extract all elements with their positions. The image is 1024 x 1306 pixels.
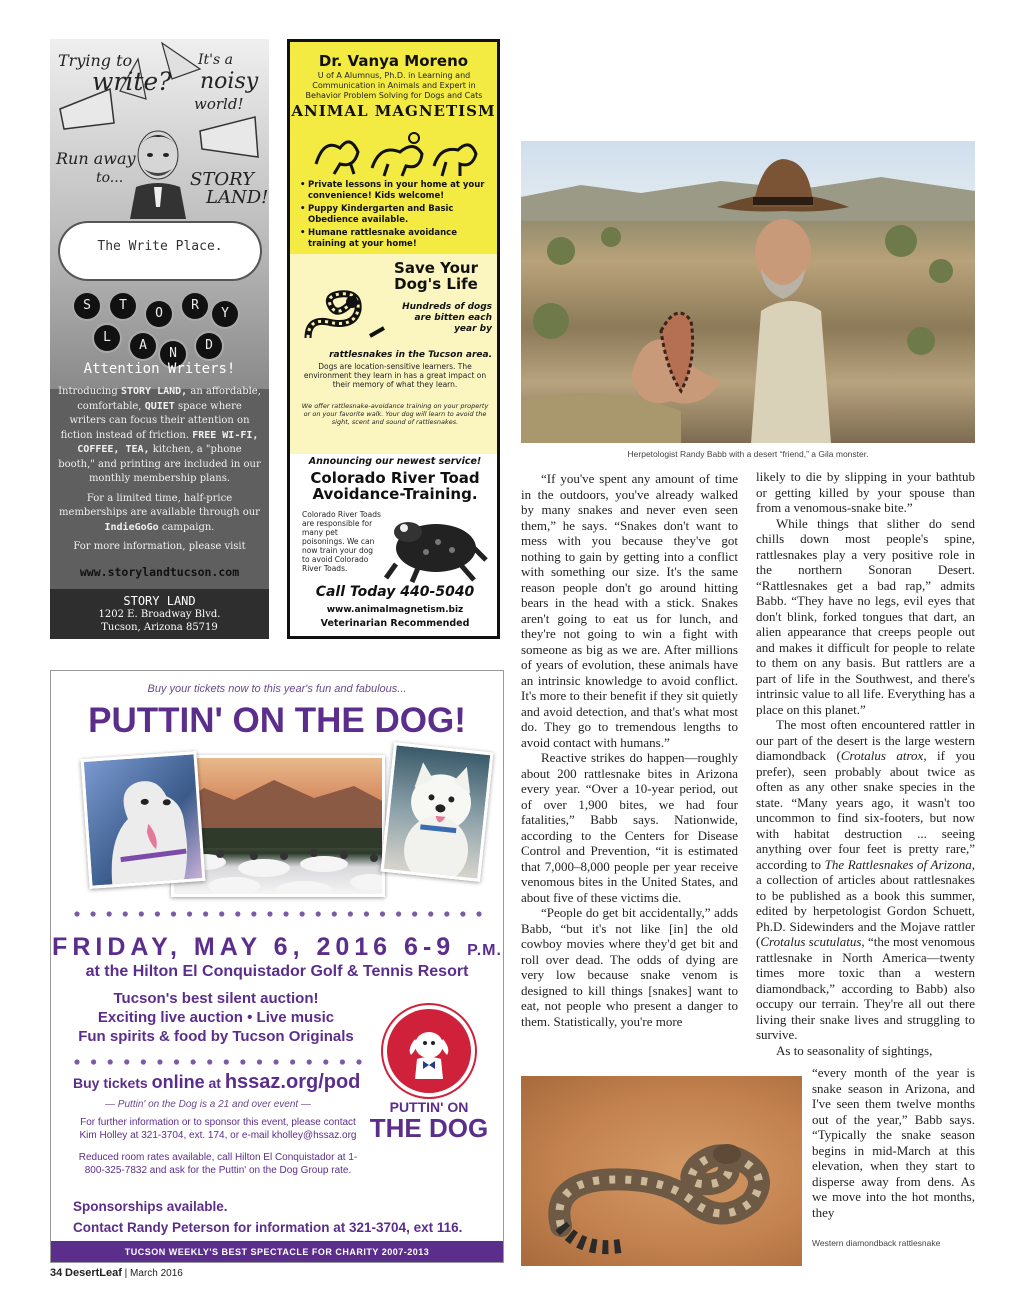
storyland-url[interactable]: www.storylandtucson.com — [79, 565, 240, 579]
dot-divider — [73, 1057, 363, 1067]
save-headline: Save Your Dog's Life — [394, 259, 478, 293]
thought-cloud — [60, 223, 260, 279]
toad-headline: Colorado River Toad Avoidance-Training. — [310, 469, 480, 503]
animal-ad-toad-section — [290, 454, 497, 636]
dot-divider — [73, 909, 483, 919]
divider-dot — [171, 911, 176, 916]
storyland-address-1: 1202 E. Broadway Blvd. — [98, 609, 221, 620]
divider-dot — [157, 1059, 162, 1064]
divider-dot — [257, 1059, 262, 1064]
attention-heading: Attention Writers! — [83, 361, 236, 377]
headline-to: to... — [96, 170, 124, 186]
letter-circle: L — [94, 325, 120, 351]
room-rates: Reduced room rates available, call Hilton El Conquistador at 1-800-325-7832 and ask for the Puttin' on the Dog Group rate. — [78, 1152, 358, 1176]
divider-dot — [444, 911, 449, 916]
dog-logo-text-1: PUTTIN' ON — [389, 1099, 469, 1115]
event-date: FRIDAY, MAY 6, 2016 6-9 P.M. — [52, 933, 502, 961]
charity-banner: TUCSON WEEKLY'S BEST SPECTACLE FOR CHARITY 2007-2013 — [51, 1241, 503, 1263]
divider-dot — [240, 1059, 245, 1064]
divider-dot — [316, 911, 321, 916]
dog-silhouettes-icon — [310, 124, 480, 178]
divider-dot — [273, 1059, 278, 1064]
tucson-area-text: rattlesnakes in the Tucson area. — [329, 350, 492, 360]
divider-dot — [124, 1059, 129, 1064]
divider-dot — [74, 911, 79, 916]
headline-write: write? — [92, 67, 172, 96]
letter-circle: R — [182, 293, 208, 319]
divider-dot — [348, 911, 353, 916]
letter-circle: D — [196, 333, 222, 359]
divider-dot — [174, 1059, 179, 1064]
rattlesnake-photo — [521, 1076, 802, 1266]
write-place-label: The Write Place. — [97, 239, 223, 254]
announcing-text: Announcing our newest service! — [308, 456, 482, 467]
tickets-url: hssaz.org/pod — [224, 1071, 361, 1093]
storyland-body — [58, 385, 261, 560]
divider-dot — [108, 1059, 113, 1064]
divider-dot — [380, 911, 385, 916]
dog-logo-icon — [387, 1009, 471, 1093]
westie-photo — [380, 742, 493, 882]
dog-ad-title: PUTTIN' ON THE DOG! — [88, 701, 466, 740]
photo-caption: Herpetologist Randy Babb with a desert “friend,” a Gila monster. — [627, 449, 869, 459]
article-paragraph: likely to die by slipping in your bathtub or getting killed by your spouse than from a venomous-snake bite.” — [756, 469, 975, 515]
headline-noisy: noisy — [200, 69, 259, 94]
storyland-name: STORY LAND — [123, 594, 196, 608]
service-item: • Puppy Kindergarten and Basic Obedience available. — [300, 204, 490, 225]
divider-dot — [476, 911, 481, 916]
headline-story: STORY — [190, 169, 254, 190]
divider-dot — [251, 911, 256, 916]
animal-ad-snake-section — [290, 254, 497, 454]
divider-dot — [307, 1059, 312, 1064]
storyland-offer: For a limited time, half-price memberships are available through our IndieGoGo campaign. — [59, 492, 260, 533]
divider-dot — [412, 911, 417, 916]
event-features — [71, 989, 361, 1046]
storyland-address-2: Tucson, Arizona 85719 — [101, 622, 218, 633]
letter-circle: A — [130, 333, 156, 359]
page-folio: 34 DesertLeaf | March 2016 — [50, 1267, 183, 1279]
divider-dot — [107, 911, 112, 916]
storyland-ad — [50, 39, 269, 639]
man-portrait — [128, 127, 188, 219]
divider-dot — [123, 911, 128, 916]
letter-circle: N — [160, 341, 186, 367]
contact-line: Contact Randy Peterson for information at 321-3704, ext 116. — [73, 1220, 463, 1235]
sponsorships: Sponsorships available. — [73, 1199, 228, 1214]
divider-dot — [91, 1059, 96, 1064]
article-paragraph: Reactive strikes do happen—roughly about 200 rattlesnake bites in Arizona every year. “Over a 10-year period, out of over 1,900 bites, we had four fatalities,” Babb says. Nationwide, according to the Centers for Disease Control and Prevention, “it is estimated that 7,000–8,000 people per year receive venomous bites in the United States, and about five of these victims die. — [521, 750, 738, 905]
brand-name: ANIMAL MAGNETISM — [291, 102, 496, 120]
divider-dot — [187, 911, 192, 916]
divider-dot — [332, 911, 337, 916]
trainer-credentials: U of A Alumnus, Ph.D. in Learning and Communication in Animals and Expert in Behavior Problem Solving for Dogs and Cats — [305, 71, 483, 100]
divider-dot — [356, 1059, 361, 1064]
hundreds-bitten-text: Hundreds of dogs are bitten each year by — [402, 302, 492, 334]
storyland-illustration — [50, 39, 269, 389]
article-paragraph: As to seasonality of sightings, — [776, 1042, 933, 1058]
article-column-1 — [521, 471, 738, 1029]
feature-line: Tucson's best silent auction! — [113, 990, 319, 1007]
headline-trying: Trying to — [58, 51, 133, 70]
herpetologist-photo — [521, 141, 975, 443]
vet-recommended: Veterinarian Recommended — [320, 618, 470, 629]
service-item: • Humane rattlesnake avoidance training at your home! — [300, 228, 490, 249]
rattlesnake-icon — [298, 278, 388, 348]
service-item: • Private lessons in your home at your convenience! Kids welcome! — [300, 180, 490, 201]
feature-line: Exciting live auction • Live music — [97, 1009, 335, 1026]
divider-dot — [224, 1059, 229, 1064]
dog-ad-kicker: Buy your tickets now to this year's fun and fabulous... — [147, 683, 407, 695]
article-paragraph: The most often encountered rattler in our part of the desert is the large western diamondback (Crotalus atrox, if you prefer), seen probably about twice as often as any other snake species in the state. “Many years ago, it wasn't too uncommon to find six-footers, but now with habitat destruction ... seeing anything over four feet is pretty rare,” according to The Rattlesnakes of Arizona, a collection of articles about rattlesnakes to be published as a book this summer, edited by herpetologist Gordon Schuett, Ph.D. Sidewinders and the Mojave rattler (Crotalus scutulatus, “the most venomous rattlesnake in North America—twenty times more toxic than a western diamondback,” according to Babb) also occupy our terrain. They're all out there living their snake lives and struggling to survive. — [756, 717, 975, 1042]
storyland-more-info: For more information, please visit — [73, 541, 246, 552]
divider-dot — [203, 911, 208, 916]
article-column-2-continued — [812, 1065, 975, 1220]
divider-dot — [323, 1059, 328, 1064]
letter-circle: T — [110, 293, 136, 319]
divider-dot — [74, 1059, 79, 1064]
divider-dot — [207, 1059, 212, 1064]
feature-line: Fun spirits & food by Tucson Originals — [78, 1028, 354, 1045]
divider-dot — [300, 911, 305, 916]
animal-website[interactable]: www.animalmagnetism.biz — [326, 605, 464, 615]
article-paragraph: While things that slither do send chills down most people's spine, rattlesnakes play a very positive role in the northern Sonoran Desert. “Rattlesnakes get a bad rap,” admits Babb. “They have no legs, evil eyes that don't blink, forked tongues that dart, an alien appearance that creeps people out and makes it difficult for people to relate to them on any basis. But rattlers are a part of life in the Southwest, and there's intrinsic value to all life. Everything has a place on this planet.” — [756, 515, 975, 717]
article-paragraph: “If you've spent any amount of time in the outdoors, you've already walked by many snakes and never even seen them,” he says. “Snakes don't want to mess with you because they've got nothing to gain by getting into a conflict with something our size. It's the same reason people don't go around hitting bears in the head with a stick. Snakes aren't going to eat us for lunch, and they're not going to win a fight with someone as big as we are. After millions of years of evolution, these animals have an intrinsic knowledge to avoid conflict. It's more to their benefit if they sit quietly and avoid detection, and that's what most do. They go to tremendous lengths to avoid contact with humans.” — [521, 471, 738, 750]
toad-text: Colorado River Toads are responsible for many pet poisonings. We can now train your dog to avoid Colorado River Toads. — [302, 510, 381, 573]
event-venue: at the Hilton El Conquistador Golf & Tennis Resort — [85, 963, 469, 980]
animal-ad-top — [290, 42, 497, 254]
puttin-on-the-dog-ad — [50, 670, 504, 1263]
letter-circle: Y — [212, 301, 238, 327]
headline-world: world! — [194, 95, 244, 113]
article-paragraph: “every month of the year is snake season in Arizona, and I've seen them twelve months out of the year,” Babb says. “Typically the snake season begins in mid-March at this elevation, when they start to disperse away from dens. As we move into the hot months, they — [812, 1065, 975, 1220]
age-note: — Puttin' on the Dog is a 21 and over event — — [105, 1099, 311, 1110]
divider-dot — [235, 911, 240, 916]
sponsor-info: For further information or to sponsor this event, please contact Kim Holley at 321-3704, ext. 174, or e-mail kholley@hssaz.org — [79, 1117, 357, 1141]
divider-dot — [90, 911, 95, 916]
letter-circle: S — [74, 293, 100, 319]
divider-dot — [141, 1059, 146, 1064]
whippet-photo — [81, 751, 206, 889]
storyland-footer — [50, 589, 269, 639]
divider-dot — [340, 1059, 345, 1064]
headline-run-away: Run away — [56, 149, 136, 168]
divider-dot — [139, 911, 144, 916]
headline-land: LAND! — [206, 187, 269, 208]
divider-dot — [290, 1059, 295, 1064]
divider-dot — [428, 911, 433, 916]
services-list — [300, 180, 490, 252]
headline-its-a: It's a — [198, 52, 233, 68]
divider-dot — [460, 911, 465, 916]
dog-logo-text-2: THE DOG — [369, 1113, 489, 1143]
article-column-2 — [756, 469, 975, 1058]
divider-dot — [155, 911, 160, 916]
divider-dot — [191, 1059, 196, 1064]
call-today[interactable]: Call Today 440-5040 — [315, 584, 475, 600]
divider-dot — [396, 911, 401, 916]
storyland-intro: Introducing STORY LAND, an affordable, comfortable, QUIET space where writers can focus their attention on fiction instead of friction. FREE WI-FI, COFFEE, TEA, kitchen, a "phone booth," and printing are included in our monthly membership plans. — [58, 386, 261, 484]
article-paragraph: “People do get bit accidentally,” adds Babb, “but it's not like [in] the old cowboy movies where they'd get bit and roll over dead. The odds of dying are very low because snake venom is designed to kill things [snakes] want to eat, not people who present a danger to them. Statistically, you're more — [521, 905, 738, 1029]
divider-dot — [219, 911, 224, 916]
snake-caption: Western diamondback rattlesnake — [812, 1238, 941, 1248]
animal-magnetism-ad — [287, 39, 500, 639]
divider-dot — [267, 911, 272, 916]
trainer-name: Dr. Vanya Moreno — [318, 52, 469, 70]
learners-text: Dogs are location-sensitive learners. The environment they learn in has a great impact on their memory of what they learn. — [303, 362, 487, 389]
toad-icon — [378, 508, 488, 584]
divider-dot — [364, 911, 369, 916]
letter-circle: O — [146, 301, 172, 327]
offer-text: We offer rattlesnake-avoidance training on your property or on your favorite walk. Your dog will learn to avoid the sight, scent and sound of rattlesnakes. — [301, 402, 489, 426]
divider-dot — [283, 911, 288, 916]
buy-tickets-line[interactable]: Buy tickets online at hssaz.org/pod — [73, 1071, 361, 1093]
